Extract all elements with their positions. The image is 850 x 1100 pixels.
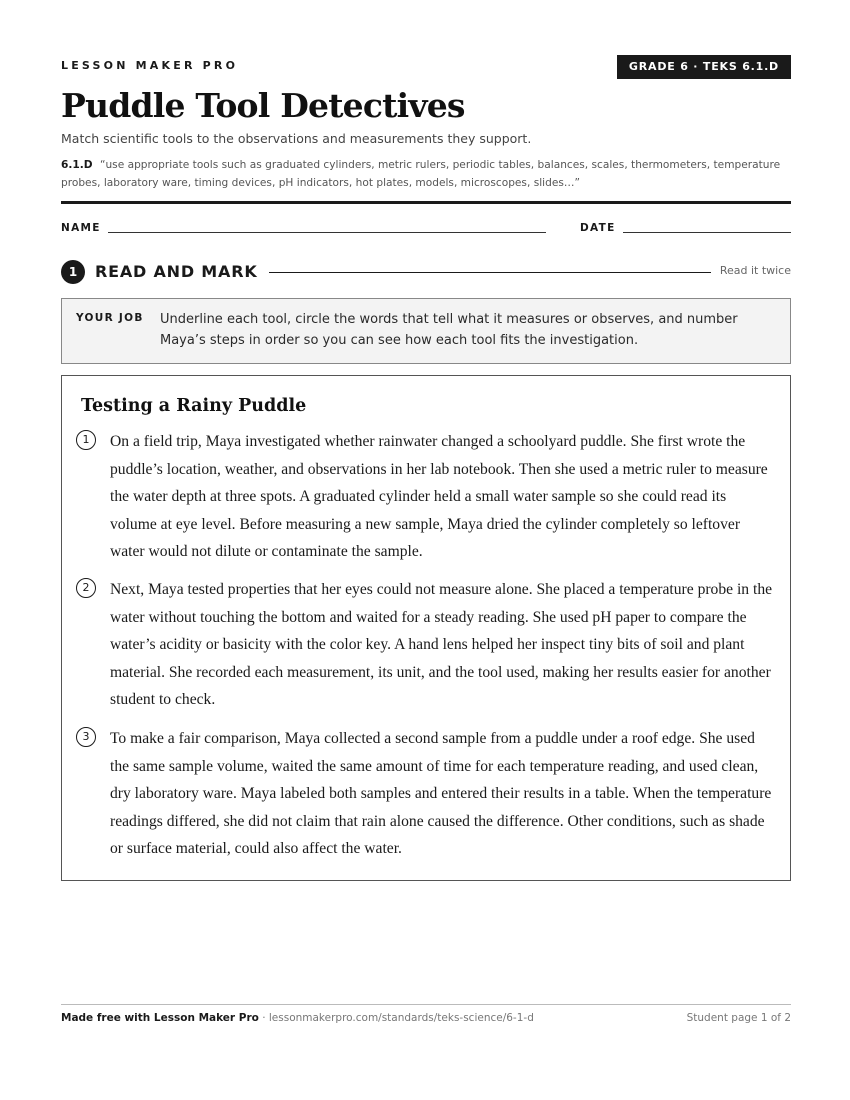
instructions-label: YOUR JOB	[76, 312, 144, 324]
section-heading	[61, 260, 791, 284]
standard-code: 6.1.D	[61, 159, 93, 171]
name-label: NAME	[61, 222, 101, 234]
instructions-text: Underline each tool, circle the words that tell what it measures or observes, and number Maya’s steps in order so you can see how each tool fits the investigation.	[160, 312, 738, 348]
date-label: DATE	[580, 222, 616, 234]
standard-text: “use appropriate tools such as graduated cylinders, metric rulers, periodic tables, balances, scales, thermometers, temperature probes, laboratory ware, timing devices, pH indicators, hot plates, models, microscopes, slides…”	[61, 159, 781, 189]
section-note: Read it twice	[719, 264, 791, 277]
header-row	[61, 55, 791, 79]
paragraph-number: 3	[76, 727, 96, 747]
paragraph-text: To make a fair comparison, Maya collected a second sample from a puddle under a roof edge. She used the same sample volume, waited the same amount of time for each temperature reading, and used clean, dry laboratory ware. Maya labeled both samples and entered their results in a table. When the temperature readings differed, she did not claim that rain alone caused the difference. Other conditions, such as shade or surface material, could also affect the water.	[110, 730, 772, 858]
instructions-box	[61, 298, 791, 364]
passage-paragraph	[76, 725, 776, 865]
name-date-row	[61, 222, 791, 236]
brand-name: LESSON MAKER PRO	[61, 59, 239, 72]
header-divider	[61, 201, 791, 204]
footer-url[interactable]: · lessonmakerpro.com/standards/teks-science/6-1-d	[258, 1012, 534, 1024]
passage-paragraph	[76, 576, 776, 716]
standard-description	[61, 156, 791, 192]
section-number: 1	[61, 260, 85, 284]
page-title: Puddle Tool Detectives	[61, 86, 465, 125]
paragraph-number: 1	[76, 430, 96, 450]
section-rule	[269, 272, 711, 273]
footer-divider	[61, 1004, 791, 1005]
passage-title: Testing a Rainy Puddle	[81, 396, 307, 416]
passage-paragraph	[76, 428, 776, 568]
date-field[interactable]	[623, 232, 791, 233]
paragraph-text: On a field trip, Maya investigated whether rainwater changed a schoolyard puddle. She first wrote the puddle’s location, weather, and observations in her lab notebook. Then she used a metric ruler to measure the water depth at three spots. A graduated cylinder held a small water sample so she could read its volume at eye level. Before measuring a new sample, Maya dried the cylinder completely so leftover water would not dilute or contaminate the sample.	[110, 433, 768, 561]
footer-made-with: Made free with Lesson Maker Pro	[61, 1012, 259, 1024]
paragraph-number: 2	[76, 578, 96, 598]
footer-credit	[61, 1012, 534, 1024]
worksheet-page	[61, 0, 791, 1100]
page-subtitle: Match scientific tools to the observations and measurements they support.	[61, 131, 532, 146]
paragraph-text: Next, Maya tested properties that her eyes could not measure alone. She placed a temperature probe in the water without touching the bottom and waited for a steady reading. She used pH paper to compare the water’s acidity or basicity with the color key. A hand lens helped her inspect tiny bits of soil and plant material. She recorded each measurement, its unit, and the tool used, making her results easier for another student to check.	[110, 581, 773, 709]
grade-badge: GRADE 6 · TEKS 6.1.D	[617, 55, 791, 79]
reading-passage	[61, 375, 791, 881]
section-title: READ AND MARK	[95, 262, 258, 281]
name-field[interactable]	[108, 232, 546, 233]
page-number: Student page 1 of 2	[686, 1012, 791, 1024]
